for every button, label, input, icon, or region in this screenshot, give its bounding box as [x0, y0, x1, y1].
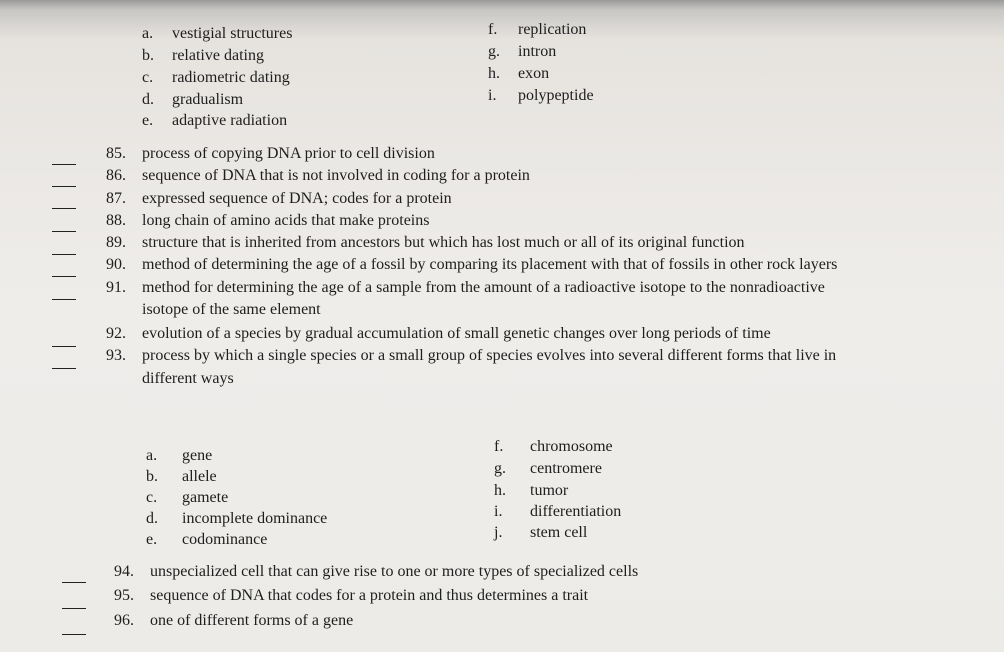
- term-2e: e. codominance: [146, 531, 268, 548]
- question-95: 95. sequence of DNA that codes for a protein and thus determines a trait: [114, 587, 589, 604]
- answer-blank-89[interactable]: [52, 254, 76, 255]
- term-1a: a. vestigial structures: [142, 25, 293, 42]
- term-1f: f. replication: [488, 21, 587, 38]
- answer-blank-95[interactable]: [62, 608, 86, 609]
- term-2f: f. chromosome: [494, 438, 613, 455]
- term-1g: g. intron: [488, 43, 557, 60]
- term-2h: h. tumor: [494, 482, 569, 499]
- question-96: 96. one of different forms of a gene: [114, 612, 354, 629]
- answer-blank-86[interactable]: [52, 186, 76, 187]
- answer-blank-90[interactable]: [52, 276, 76, 277]
- question-93-continuation: different ways: [142, 370, 234, 387]
- question-92: 92. evolution of a species by gradual accumulation of small genetic changes over long periods of time: [106, 325, 771, 342]
- term-2d: d. incomplete dominance: [146, 510, 328, 527]
- term-1h: h. exon: [488, 65, 550, 82]
- term-2b: b. allele: [146, 468, 217, 485]
- term-1b: b. relative dating: [142, 47, 264, 64]
- term-1e: e. adaptive radiation: [142, 112, 288, 129]
- question-91: 91. method for determining the age of a sample from the amount of a radioactive isotope to the nonradioactive: [106, 279, 825, 296]
- worksheet-page: [0, 6, 1004, 652]
- question-89: 89. structure that is inherited from ancestors but which has lost much or all of its original function: [106, 234, 745, 251]
- term-2a: a. gene: [146, 447, 213, 464]
- question-93: 93. process by which a single species or a small group of species evolves into several different forms that live in: [106, 347, 837, 364]
- term-2c: c. gamete: [146, 489, 229, 506]
- answer-blank-96[interactable]: [62, 634, 86, 635]
- term-1d: d. gradualism: [142, 91, 244, 108]
- term-1c: c. radiometric dating: [142, 69, 290, 86]
- answer-blank-92[interactable]: [52, 346, 76, 347]
- answer-blank-87[interactable]: [52, 208, 76, 209]
- answer-blank-88[interactable]: [52, 231, 76, 232]
- answer-blank-93[interactable]: [52, 368, 76, 369]
- question-94: 94. unspecialized cell that can give rise to one or more types of specialized cells: [114, 563, 639, 580]
- answer-blank-91[interactable]: [52, 299, 76, 300]
- question-86: 86. sequence of DNA that is not involved in coding for a protein: [106, 167, 530, 184]
- question-87: 87. expressed sequence of DNA; codes for a protein: [106, 190, 452, 207]
- answer-blank-94[interactable]: [62, 582, 86, 583]
- question-90: 90. method of determining the age of a fossil by comparing its placement with that of fossils in other rock layers: [106, 256, 838, 273]
- question-91-continuation: isotope of the same element: [142, 301, 321, 318]
- question-88: 88. long chain of amino acids that make proteins: [106, 212, 430, 229]
- term-2j: j. stem cell: [494, 524, 588, 541]
- answer-blank-85[interactable]: [52, 164, 76, 165]
- term-2i: i. differentiation: [494, 503, 622, 520]
- question-85: 85. process of copying DNA prior to cell division: [106, 145, 435, 162]
- term-1i: i. polypeptide: [488, 87, 594, 104]
- term-2g: g. centromere: [494, 460, 602, 477]
